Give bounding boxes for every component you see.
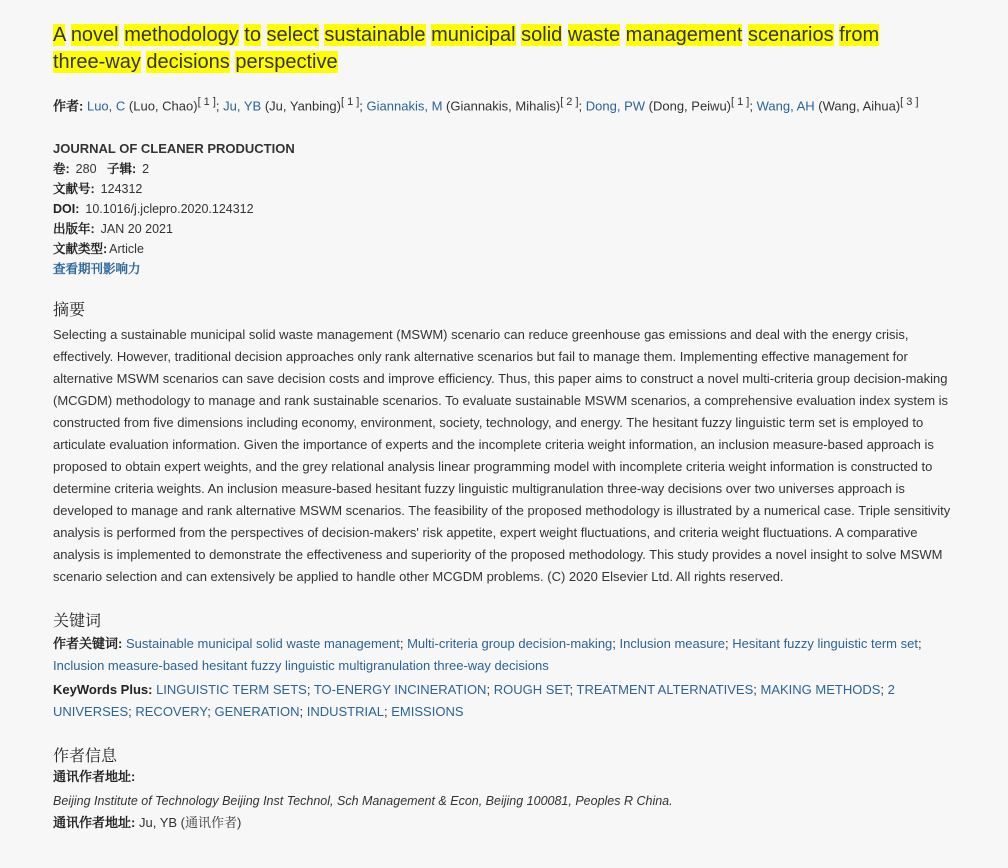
corr-author: Ju, YB (通讯作者) bbox=[138, 815, 242, 831]
title-word: sustainable bbox=[324, 24, 426, 46]
author-keywords-label: 作者关键词: bbox=[53, 636, 123, 652]
doc-type-value: Article bbox=[109, 242, 144, 257]
article-number-value: 124312 bbox=[100, 182, 143, 197]
title-word: perspective bbox=[235, 51, 338, 73]
author-affiliation-ref[interactable]: [ 3 ] bbox=[900, 96, 919, 108]
title-word: municipal bbox=[431, 24, 516, 46]
author-full-name: (Giannakis, Mihalis) bbox=[446, 98, 561, 114]
title-word: A bbox=[53, 24, 66, 46]
author-full-name: (Wang, Aihua) bbox=[818, 98, 901, 114]
author-affiliation-ref[interactable]: [ 2 ] bbox=[560, 96, 579, 108]
keyword-link[interactable]: TREATMENT ALTERNATIVES bbox=[576, 682, 754, 698]
journal-name: JOURNAL OF CLEANER PRODUCTION bbox=[53, 141, 295, 157]
authors-label: 作者: bbox=[53, 98, 84, 114]
keyword-link[interactable]: TO-ENERGY INCINERATION bbox=[313, 682, 487, 698]
corr-address: Beijing Institute of Technology Beijing Inst Technol, Sch Management & Econ, Beijing 100081, Peoples R China. bbox=[53, 794, 673, 809]
corr-author-label: 通讯作者地址: bbox=[53, 815, 136, 831]
author-full-name: (Ju, Yanbing) bbox=[264, 98, 341, 114]
keyword-link[interactable]: EMISSIONS bbox=[391, 704, 464, 720]
title-word: methodology bbox=[124, 24, 239, 46]
volume-row bbox=[53, 159, 968, 179]
article-number-label: 文献号: bbox=[53, 182, 95, 197]
author-link[interactable]: Luo, C bbox=[86, 98, 126, 114]
title-word: novel bbox=[70, 24, 119, 46]
title-word: to bbox=[244, 24, 261, 46]
author-affiliation-ref[interactable]: [ 1 ] bbox=[731, 96, 750, 108]
abstract-heading: 摘要 bbox=[53, 302, 86, 320]
journal-impact-link[interactable]: 查看期刊影响力 bbox=[53, 262, 141, 277]
title-word: select bbox=[266, 24, 319, 46]
abstract-text: Selecting a sustainable municipal solid waste management (MSWM) scenario can reduce greenhouse gas emissions and deal with the energy crisis, effectively. However, traditional decision approaches only rank alternative scenarios but fail to manage them. Implementing effective management for alternative MSWM scenarios can save decision costs and improve efficiency. Thus, this paper aims to construct a novel multi-criteria group decision-making (MCGDM) methodology to manage and rank sustainable scenarios. To evaluate sustainable MSWM scenarios, a comprehensive evaluation index system is constructed from five dimensions including economy, environment, society, technology, and energy. The hesitant fuzzy linguistic term set is employed to articulate evaluation information. Given the importance of experts and the incomplete criteria weight information, an inclusion measure-based approach is proposed to obtain expert weights, and the grey relational analysis linear programming model with incomplete criteria weight information is constructed to determine criteria weights. An inclusion measure-based hesitant fuzzy linguistic multigranulation three-way decisions over two universes approach is developed to manage and rank alternative MSWM scenarios. The feasibility of the proposed methodology is illustrated by a numerical case. Triple sensitivity analysis is performed from the perspectives of decision-makers' risk appetite, expert weight fluctuations, and criteria weight fluctuations. A comparative analysis is implemented to demonstrate the effectiveness and superiority of the proposed methodology. This study provides a novel insight to solve MSWM scenario selection and can extensively be applied to handle other MCGDM problems. (C) 2020 Elsevier Ltd. All rights reserved. bbox=[53, 327, 951, 585]
volume-label: 卷: bbox=[53, 162, 70, 177]
pub-date-row bbox=[53, 219, 968, 239]
keywords-plus-label: KeyWords Plus: bbox=[53, 682, 153, 698]
author-full-name: (Dong, Peiwu) bbox=[648, 98, 732, 114]
author-info-heading: 作者信息 bbox=[53, 748, 118, 766]
author-link[interactable]: Giannakis, M bbox=[366, 98, 443, 114]
pub-date-value: JAN 20 2021 bbox=[100, 222, 173, 237]
doi-value: 10.1016/j.jclepro.2020.124312 bbox=[85, 202, 254, 217]
source-info bbox=[53, 139, 968, 279]
keyword-link[interactable]: Sustainable municipal solid waste management bbox=[125, 636, 400, 652]
article-title bbox=[53, 22, 933, 76]
keyword-link[interactable]: GENERATION bbox=[214, 704, 300, 720]
keyword-link[interactable]: Multi-criteria group decision-making bbox=[407, 636, 613, 652]
title-word: solid bbox=[521, 24, 563, 46]
volume-value: 280 bbox=[75, 162, 97, 177]
keyword-link[interactable]: MAKING METHODS bbox=[760, 682, 881, 698]
keywords-plus: KeyWords Plus: LINGUISTIC TERM SETS; TO-ENERGY INCINERATION; ROUGH SET; TREATMENT ALTERNATIVES; MAKING METHODS; 2 UNIVERSES; RECOVERY; GENERATION; INDUSTRIAL; EMISSIONS bbox=[53, 682, 895, 720]
title-word: decisions bbox=[146, 51, 230, 73]
author-affiliation-ref[interactable]: [ 1 ] bbox=[197, 96, 216, 108]
author-info bbox=[53, 766, 968, 834]
issue-value: 2 bbox=[142, 162, 150, 177]
article-number-row bbox=[53, 179, 968, 199]
author-link[interactable]: Ju, YB bbox=[223, 98, 262, 114]
authors-line: 作者: Luo, C (Luo, Chao)[ 1 ]; Ju, YB (Ju, Yanbing)[ 1 ]; Giannakis, M (Giannakis, Mihalis)[ 2 ]; Dong, PW (Dong, Peiwu)[ 1 ]; Wang, AH (Wang, Aihua)[ 3 ] bbox=[53, 96, 919, 114]
keyword-link[interactable]: Inclusion measure bbox=[619, 636, 726, 652]
title-word: from bbox=[839, 24, 880, 46]
keyword-link[interactable]: LINGUISTIC TERM SETS bbox=[156, 682, 307, 698]
author-full-name: (Luo, Chao) bbox=[128, 98, 198, 114]
keyword-link[interactable]: RECOVERY bbox=[135, 704, 208, 720]
author-link[interactable]: Wang, AH bbox=[756, 98, 815, 114]
pub-date-label: 出版年: bbox=[53, 222, 95, 237]
doi-label: DOI: bbox=[53, 202, 80, 217]
doc-type-label: 文献类型: bbox=[53, 242, 108, 257]
keyword-link[interactable]: INDUSTRIAL bbox=[306, 704, 385, 720]
keyword-link[interactable]: Hesitant fuzzy linguistic term set bbox=[732, 636, 918, 652]
doc-type-row bbox=[53, 239, 968, 259]
keyword-link[interactable]: 2 UNIVERSES bbox=[53, 682, 895, 720]
author-affiliation-ref[interactable]: [ 1 ] bbox=[340, 96, 360, 108]
author-keywords: 作者关键词: Sustainable municipal solid waste management; Multi-criteria group decision-making; Inclusion measure; Hesitant fuzzy linguistic term set; Inclusion measure-based hesitant fuzzy linguistic multigranulation three-way decisions bbox=[53, 636, 922, 674]
keyword-link[interactable]: ROUGH SET bbox=[493, 682, 570, 698]
title-word: scenarios bbox=[747, 24, 834, 46]
keyword-link[interactable]: Inclusion measure-based hesitant fuzzy linguistic multigranulation three-way decisions bbox=[53, 658, 549, 674]
corr-address-label: 通讯作者地址: bbox=[53, 769, 136, 785]
author-link[interactable]: Dong, PW bbox=[585, 98, 646, 114]
title-word: waste bbox=[567, 24, 621, 46]
keywords-heading: 关键词 bbox=[53, 613, 102, 631]
title-word: three-way bbox=[53, 51, 141, 73]
title-word: management bbox=[625, 24, 743, 46]
issue-label: 子辑: bbox=[106, 162, 137, 177]
doi-row bbox=[53, 199, 968, 219]
